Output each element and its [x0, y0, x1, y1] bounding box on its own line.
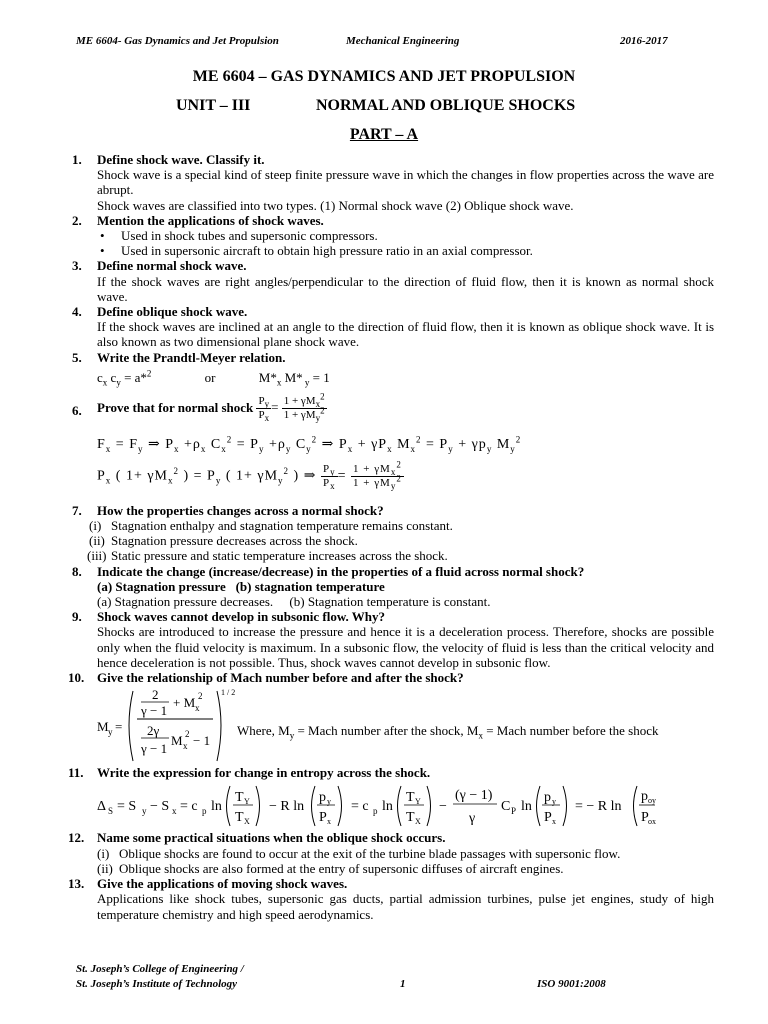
header-department: Mechanical Engineering [346, 35, 460, 47]
question-number: 9. [72, 609, 82, 625]
list-item: (ii) Oblique shocks are also formed at the entry of supersonic diffuses of aircraft engines. [97, 860, 564, 876]
question-1 [72, 152, 714, 213]
question-text: Shock waves cannot develop in subsonic flow. Why? [97, 609, 385, 625]
svg-text:p: p [202, 806, 207, 817]
question-text: Name some practical situations when the oblique shock occurs. [97, 830, 446, 846]
question-12 [68, 830, 714, 876]
entropy-change-formula [97, 780, 657, 830]
page-number: 1 [400, 978, 406, 990]
question-7 [72, 503, 714, 564]
mach-ratio-fraction: $\frac{1 + \gamma M_x^2}{1 + \gamma M_y^2}$ [283, 391, 325, 424]
footer-college-2: St. Joseph’s Institute of Technology [76, 978, 238, 990]
question-text: Mention the applications of shock waves. [97, 212, 324, 228]
question-text: Prove that for normal shock [97, 400, 254, 416]
svg-text:T: T [406, 810, 415, 826]
answer-text: Shocks are introduced to increase the pressure and hence it is a deceleration process. Therefore, shocks are possible only when the fluid velocity is maximum. In a subsonic flow, the velocity of fluid is less than the critical velocity and hence deceleration is not possible. Thus, shock waves cannot develop in subsonic flow. [97, 624, 714, 670]
svg-text:γ − 1: γ − 1 [141, 741, 168, 757]
question-number: 11. [68, 765, 84, 781]
question-11 [68, 765, 714, 830]
question-number: 1. [72, 152, 82, 167]
svg-text:x: x [195, 703, 200, 714]
question-10 [68, 670, 714, 765]
question-2 [72, 213, 714, 259]
svg-text:+ M: + M [173, 695, 196, 711]
svg-text:− S: − S [150, 799, 170, 815]
question-number: 4. [72, 304, 82, 320]
svg-text:x: x [552, 817, 556, 827]
svg-text:X: X [244, 817, 250, 827]
svg-text:Y: Y [415, 797, 421, 807]
svg-text:2: 2 [152, 687, 159, 703]
document-title: ME 6604 – GAS DYNAMICS AND JET PROPULSION [192, 68, 576, 85]
svg-text:x: x [183, 741, 188, 752]
svg-text:p: p [641, 789, 648, 805]
prandtl-meyer-equation: $c_x$ $c_y = a*^2$ or $M*_x$ M* $_y$ = 1 [97, 368, 330, 388]
svg-text:= S: = S [117, 799, 137, 815]
svg-text:= c: = c [180, 799, 198, 815]
question-text: Define normal shock wave. [97, 258, 247, 274]
svg-text:x: x [172, 806, 177, 817]
question-13 [68, 876, 714, 922]
question-number: 7. [72, 502, 82, 518]
question-number: 13. [68, 876, 85, 892]
mach-ratio-fraction: $\frac{1 + \gamma M_x^2}{1 + \gamma M_y^2}$ [352, 459, 402, 492]
question-9 [72, 609, 714, 670]
question-number: 8. [72, 563, 82, 579]
question-text: Define oblique shock wave. [97, 304, 248, 320]
svg-text:y: y [327, 797, 331, 807]
list-item: (ii) Stagnation pressure decreases across the shock. [89, 533, 358, 549]
svg-text:2: 2 [198, 691, 203, 702]
svg-text:−: − [439, 799, 447, 815]
svg-text:T: T [235, 810, 244, 826]
svg-text:X: X [415, 817, 421, 827]
svg-text:x: x [327, 817, 331, 827]
svg-text:T: T [235, 790, 244, 806]
question-text: Give the applications of moving shock waves. [97, 876, 348, 892]
footer-iso: ISO 9001:2008 [537, 978, 606, 990]
svg-text:p: p [319, 790, 326, 806]
unit-title: NORMAL AND OBLIQUE SHOCKS [316, 97, 576, 114]
svg-text:=: = [115, 719, 123, 735]
answer-text: Shock wave is a special kind of steep finite pressure wave in which the changes in flow properties across the wave are abrupt. [97, 167, 714, 198]
question-text: Indicate the change (increase/decrease) in the properties of a fluid across normal shock? [97, 563, 585, 579]
svg-text:y: y [108, 727, 113, 738]
svg-text:Y: Y [244, 797, 250, 807]
pressure-ratio-fraction: $\frac{P_y}{P_x}$ [258, 394, 270, 424]
question-text: How the properties changes across a normal shock? [97, 502, 384, 518]
question-number: 12. [68, 830, 85, 846]
svg-text:ox: ox [648, 817, 656, 827]
svg-text:p: p [373, 806, 378, 817]
answer-text: (a) Stagnation pressure decreases. (b) Stagnation temperature is constant. [97, 594, 491, 610]
svg-text:ln: ln [521, 799, 532, 815]
list-item: (i) Oblique shocks are found to occur at the exit of the turbine blade passages with supersonic flow. [97, 845, 621, 861]
svg-text:y: y [552, 797, 556, 807]
question-number: 2. [72, 212, 82, 228]
answer-text: Applications like shock tubes, supersonic gas ducts, partial admission turbines, pulse jet engines, study of high temperature chemistry and high speed aerodynamics. [97, 891, 714, 922]
svg-text:ln: ln [211, 799, 222, 815]
question-6-statement: Prove that for normal shock $\frac{P_y}{P_x}$ = $\frac{1 + \gamma M_x^2}{1 + \gamma M_y^2}$ [97, 391, 325, 424]
svg-text:M: M [97, 719, 109, 735]
question-text: Define shock wave. Classify it. [97, 152, 265, 167]
document-titles [0, 62, 768, 149]
svg-text:P: P [319, 810, 327, 826]
svg-text:C: C [501, 799, 511, 815]
svg-text:ln: ln [382, 799, 393, 815]
answer-text: Shock waves are classified into two types. (1) Normal shock wave (2) Oblique shock wave. [97, 197, 574, 213]
question-8-subparts: (a) Stagnation pressure (b) stagnation temperature [97, 578, 385, 594]
svg-text:oy: oy [648, 796, 656, 806]
question-text: Write the expression for change in entropy across the shock. [97, 765, 431, 781]
list-item: (iii) Static pressure and static temperature increases across the shock. [87, 548, 448, 564]
question-number: 3. [72, 258, 82, 274]
header-course: ME 6604- Gas Dynamics and Jet Propulsion [76, 35, 279, 47]
svg-text:− 1: − 1 [193, 733, 211, 749]
unit-heading [0, 91, 768, 120]
svg-text:2: 2 [185, 729, 190, 740]
question-5 [72, 350, 714, 392]
svg-text:P: P [511, 806, 517, 817]
answer-text: If the shock waves are right angles/perpendicular to the direction of fluid flow, then it is known as normal shock wave. [97, 273, 714, 304]
svg-text:y: y [142, 806, 147, 817]
footer-college-1: St. Joseph’s College of Engineering / [76, 963, 244, 975]
question-4 [72, 304, 714, 350]
svg-text:S: S [108, 806, 114, 817]
unit-label: UNIT – III [176, 97, 251, 114]
svg-text:= c: = c [351, 799, 369, 815]
question-list [68, 152, 714, 922]
svg-text:1 / 2: 1 / 2 [221, 688, 236, 698]
svg-text:γ: γ [469, 811, 476, 827]
mach-relation-legend: Where, $M_y$ = Mach number after the shock, $M_x$ = Mach number before the shock [237, 723, 659, 741]
svg-text:= − R ln: = − R ln [575, 799, 622, 815]
question-number: 5. [72, 349, 82, 365]
svg-text:γ − 1: γ − 1 [141, 703, 168, 719]
question-text: Give the relationship of Mach number before and after the shock? [97, 670, 464, 686]
svg-text:2γ: 2γ [147, 723, 160, 739]
list-item: (i) Stagnation enthalpy and stagnation temperature remains constant. [89, 518, 453, 534]
momentum-equation: $F_x = F_y$ ⇒ $P_x +\rho_x$ $C_x^2 = P_y +\rho_y$ $C_y^2$ ⇒ $P_x + \gamma P_x$ $M_x^2 = P_y + \gamma p_y$ $M_y^2$ [97, 434, 522, 454]
part-heading: PART – A [349, 126, 419, 143]
mach-relation-formula [97, 685, 237, 765]
mach-relation-equation [97, 685, 714, 765]
equation-or: or [204, 369, 216, 385]
question-6 [72, 391, 714, 497]
question-number: 10. [68, 670, 85, 686]
pressure-ratio-fraction: $\frac{P_y}{P_x}$ [322, 462, 336, 492]
answer-text: If the shock waves are inclined at an angle to the direction of fluid flow, then it is known as oblique shock wave. It is also known as two dimensional plane shock wave. [97, 319, 714, 350]
header-year: 2016-2017 [620, 35, 668, 47]
svg-text:− R ln: − R ln [269, 799, 305, 815]
svg-text:T: T [406, 790, 415, 806]
svg-text:P: P [641, 810, 649, 826]
question-text: Write the Prandtl-Meyer relation. [97, 349, 286, 365]
question-number: 6. [72, 402, 82, 418]
svg-text:Δ: Δ [97, 799, 107, 815]
pressure-ratio-derivation: $P_x$ ( $1+ \gamma M_x^2$ ) = $P_y$ ( $1+ \gamma M_y^2$ ) ⇒ $\frac{P_y}{P_x}$ = $\frac{1 + \gamma M_x^2}{1 + \gamma M_y^2}$ [97, 459, 402, 492]
svg-text:P: P [544, 810, 552, 826]
svg-text:(γ − 1): (γ − 1) [455, 788, 493, 804]
bullet-item: • Used in shock tubes and supersonic compressors. [97, 228, 714, 243]
svg-text:M: M [171, 733, 183, 749]
question-3 [72, 258, 714, 304]
question-8 [72, 564, 714, 610]
bullet-item: • Used in supersonic aircraft to obtain high pressure ratio in an axial compressor. [97, 243, 714, 258]
svg-text:p: p [544, 790, 551, 806]
